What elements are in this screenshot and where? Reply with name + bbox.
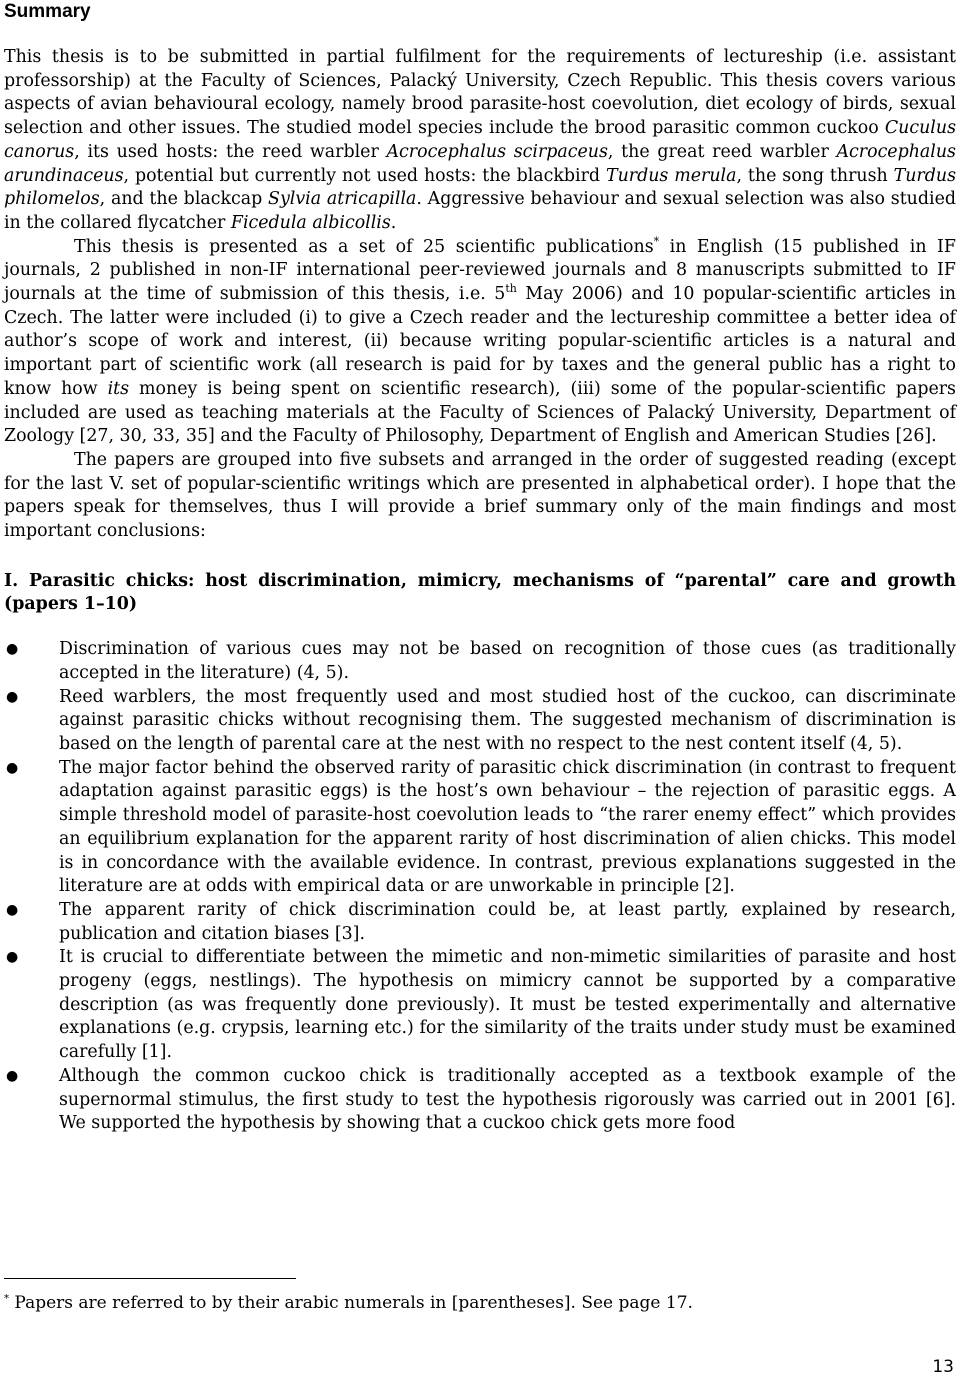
intro-text-5: , the song thrush: [736, 165, 894, 186]
footnote-text: Papers are referred to by their arabic numerals in [parentheses]. See page 17.: [9, 1293, 693, 1313]
bullet-icon: ●: [6, 901, 19, 918]
emphasis-text: its: [107, 378, 130, 399]
para2-text-1: This thesis is presented as a set of 25 scientific publications: [74, 236, 654, 257]
list-item-text: Although the common cuckoo chick is traditionally accepted as a textbook example of the supernormal stimulus, the first study to test the hypothesis rigorously was carried out in 2001 [6]. We supported the hypothesis by showing that a cuckoo chick gets more food: [59, 1065, 956, 1134]
para2-text-2: in English (15 published in IF journals, 2 published in non-IF international peer-reviewed journals and 8 manuscripts submitted to IF journals at the time of submission of this thesis, i.e. 5: [4, 236, 956, 305]
para2-text-3: May 2006) and 10 popular-scientific articles in Czech. The latter were included (i) to give a Czech reader and the lectureship committee a better idea of author’s scope of work and interest, (ii) because writing popular-scientific articles is a natural and important part of scientific work (all research is paid for by taxes and the general public has a right to know how: [4, 284, 957, 399]
list-item-text: The apparent rarity of chick discrimination could be, at least partly, explained by research, publication and citation biases [3].: [59, 899, 956, 944]
intro-text-6: , and the blackcap: [99, 189, 269, 210]
list-item: [4, 1065, 956, 1136]
bullet-icon: ●: [6, 759, 19, 776]
list-item: [4, 946, 956, 1065]
para2-text-4: money is being spent on scientific research), (iii) some of the popular-scientific papers included are used as teaching materials at the Faculty of Sciences of Palacký University, Department of Zoology [27, 30, 33, 35] and the Faculty of Philosophy, Department of English and American Studies [26].: [4, 378, 956, 447]
intro-text-3: , the great reed warbler: [607, 141, 837, 162]
bullet-icon: ●: [6, 641, 19, 658]
grouping-paragraph: The papers are grouped into five subsets and arranged in the order of suggested reading (except for the last V. set of popular-scientific writings which are presented in alphabetical order). I hope that the papers speak for themselves, thus I will provide a brief summary only of the main findings and most important conclusions:: [4, 449, 956, 542]
list-item-text: Reed warblers, the most frequently used and most studied host of the cuckoo, can discriminate against parasitic chicks without recognising them. The suggested mechanism of discrimination is based on the length of parental care at the nest with no respect to the nest content itself (4, 5).: [59, 686, 956, 754]
intro-text-1: This thesis is to be submitted in partial fulfilment for the requirements of lectureship (i.e. assistant professorship) at the Faculty of Sciences, Palacký University, Czech Republic. This thesis covers various aspects of avian behavioural ecology, namely brood parasite-host coevolution, diet ecology of birds, sexual selection and other issues. The studied model species include the brood parasitic common cuckoo: [4, 47, 956, 139]
list-item: [4, 638, 956, 685]
intro-paragraph: [4, 46, 956, 236]
intro-text-7: . Aggressive behaviour and sexual selection was also studied in the collared flycatcher: [4, 189, 956, 233]
ordinal-suffix: th: [505, 282, 517, 296]
findings-list: [4, 638, 956, 1136]
footnote-marker: *: [653, 234, 660, 248]
bullet-icon: ●: [6, 949, 19, 966]
intro-text-4: , potential but currently not used hosts: the blackbird: [123, 165, 606, 186]
list-item: [4, 686, 956, 757]
section-heading: I. Parasitic chicks: host discrimination, mimicry, mechanisms of “parental” care and growth (papers 1–10): [4, 570, 956, 615]
bullet-icon: ●: [6, 688, 19, 705]
page-number: 13: [932, 1357, 954, 1377]
species-name: Cuculus canorus: [4, 118, 956, 162]
species-name: Turdus merula: [605, 165, 737, 186]
species-name: Turdus philomelos: [4, 165, 956, 210]
species-name: Acrocephalus scirpaceus: [386, 141, 608, 162]
species-name: Ficedula albicollis: [230, 212, 391, 233]
intro-text-8: .: [390, 212, 397, 233]
footnote-divider: [4, 1278, 296, 1279]
species-name: Acrocephalus arundinaceus: [4, 141, 956, 186]
list-item-text: It is crucial to differentiate between the mimetic and non-mimetic similarities of parasite and host progeny (eggs, nestlings). The hypothesis on mimicry cannot be supported by a comparative description (as was frequently done previously). It must be tested experimentally and alternative explanations (e.g. crypsis, learning etc.) for the similarity of the traits under study must be examined carefully [1].: [59, 947, 956, 1063]
footnote: [4, 1292, 944, 1314]
list-item-text: The major factor behind the observed rarity of parasitic chick discrimination (in contrast to frequent adaptation against parasitic eggs) is the host’s own behaviour – the rejection of parasitic eggs. A simple threshold model of parasite-host coevolution leads to “the rarer enemy effect” which provides an equilibrium explanation for the apparent rarity of host discrimination of alien chicks. This model is in concordance with the available evidence. In contrast, previous explanations suggested in the literature are at odds with empirical data or are unworkable in principle [2].: [59, 757, 956, 897]
publications-paragraph: [4, 236, 956, 449]
list-item: [4, 899, 956, 946]
bullet-icon: ●: [6, 1067, 19, 1084]
list-item: [4, 757, 956, 899]
intro-text-2: , its used hosts: the reed warbler: [74, 141, 387, 162]
document-page: [4, 0, 956, 1136]
page-title: Summary: [4, 1, 91, 22]
species-name: Sylvia atricapilla: [268, 189, 417, 210]
footnote-mark: *: [4, 1293, 9, 1305]
list-item-text: Discrimination of various cues may not be based on recognition of those cues (as traditionally accepted in the literature) (4, 5).: [59, 639, 956, 683]
